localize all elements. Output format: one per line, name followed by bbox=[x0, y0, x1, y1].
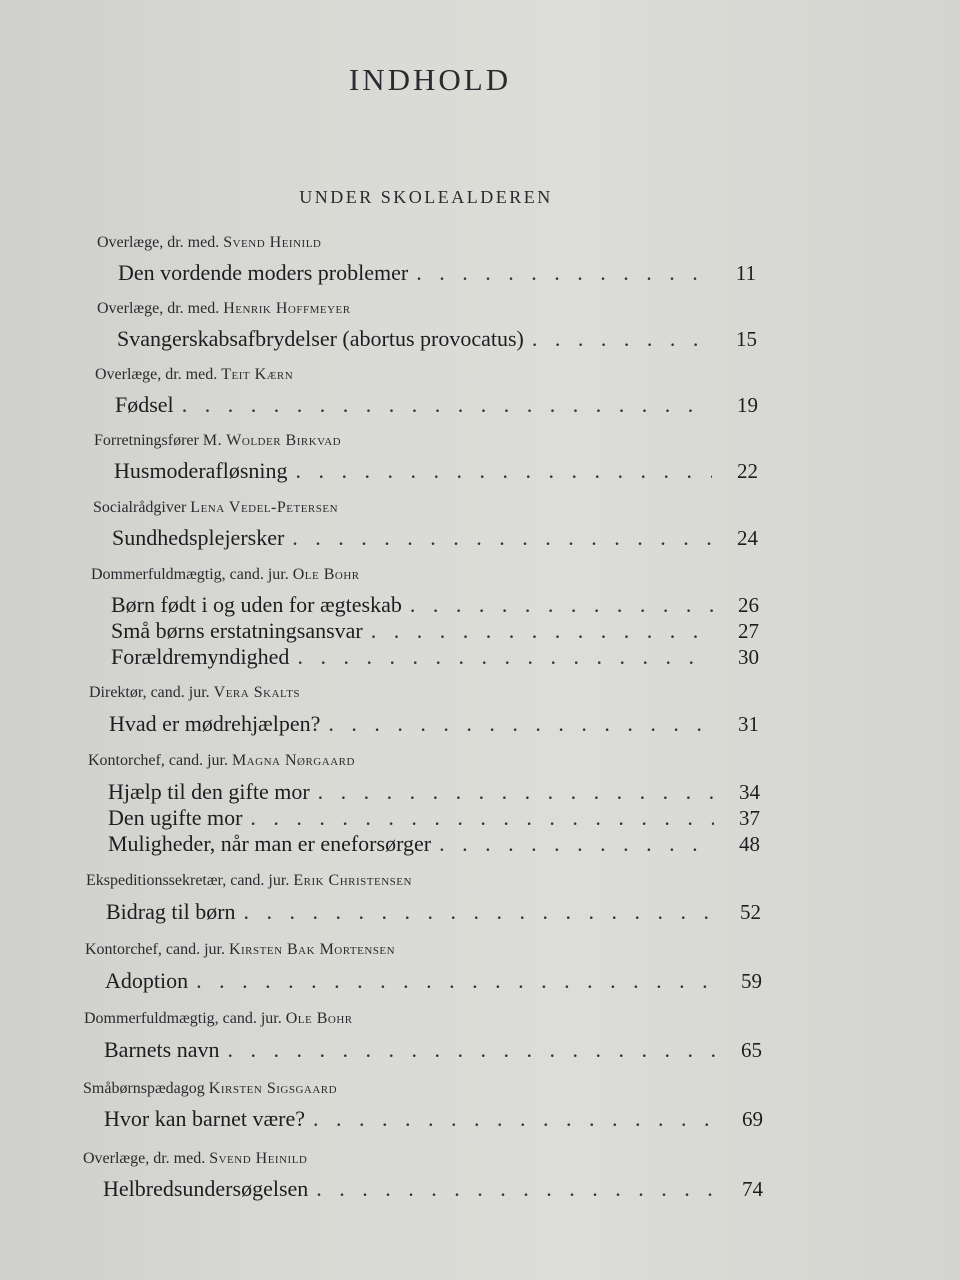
entry-page: 26 bbox=[738, 593, 759, 617]
toc-entry[interactable] bbox=[108, 805, 760, 831]
entry-page: 24 bbox=[737, 526, 758, 550]
author-line bbox=[91, 566, 360, 584]
author-role: Overlæge, dr. med. bbox=[97, 300, 220, 317]
toc-entry[interactable] bbox=[111, 618, 759, 644]
toc-entry[interactable] bbox=[105, 968, 762, 994]
author-name: Magna Nørgaard bbox=[231, 752, 355, 769]
toc-entry[interactable] bbox=[111, 644, 759, 670]
dot-leader bbox=[296, 458, 712, 484]
entry-page: 19 bbox=[737, 393, 758, 417]
entry-page: 37 bbox=[739, 806, 760, 830]
author-role: Overlæge, dr. med. bbox=[97, 234, 220, 251]
author-role: Direktør, cand. jur. bbox=[89, 684, 210, 701]
toc-entry[interactable] bbox=[117, 326, 757, 352]
entry-page: 65 bbox=[741, 1038, 762, 1062]
entry-page: 27 bbox=[738, 619, 759, 643]
entry-page: 22 bbox=[737, 459, 758, 483]
author-name: Erik Christensen bbox=[293, 872, 412, 889]
author-name: Kirsten Sigsgaard bbox=[208, 1080, 338, 1097]
author-line bbox=[94, 432, 341, 450]
entry-title: Den vordende moders problemer bbox=[118, 260, 409, 285]
entry-page: 30 bbox=[738, 645, 759, 669]
dot-leader bbox=[316, 1176, 717, 1202]
author-line bbox=[84, 1010, 353, 1028]
author-role: Overlæge, dr. med. bbox=[95, 366, 218, 383]
dot-leader bbox=[227, 1037, 716, 1063]
dot-leader bbox=[416, 260, 710, 286]
author-name: Lena Vedel-Petersen bbox=[190, 499, 339, 516]
dot-leader bbox=[244, 899, 715, 925]
dot-leader bbox=[371, 618, 713, 644]
author-name: Henrik Hoffmeyer bbox=[223, 300, 351, 317]
author-name: Svend Heinild bbox=[209, 1150, 308, 1167]
toc-entry[interactable] bbox=[103, 1176, 763, 1202]
entry-page: 74 bbox=[742, 1177, 763, 1201]
author-role: Forretningsfører bbox=[94, 432, 199, 449]
entry-title: Små børns erstatningsansvar bbox=[111, 618, 363, 643]
author-name: Teit Kærn bbox=[221, 366, 294, 383]
entry-page: 31 bbox=[738, 712, 759, 736]
author-line bbox=[83, 1080, 337, 1098]
dot-leader bbox=[328, 711, 713, 737]
author-role: Dommerfuldmægtig, cand. jur. bbox=[84, 1010, 282, 1027]
author-role: Ekspeditionssekretær, cand. jur. bbox=[86, 872, 290, 889]
toc-entry[interactable] bbox=[118, 260, 756, 286]
toc-entry[interactable] bbox=[111, 592, 759, 618]
author-role: Dommerfuldmægtig, cand. jur. bbox=[91, 566, 289, 583]
toc-entry[interactable] bbox=[104, 1106, 763, 1132]
author-role: Kontorchef, cand. jur. bbox=[88, 752, 228, 769]
entry-title: Adoption bbox=[105, 968, 189, 993]
entry-title: Svangerskabsafbrydelser (abortus provocatus) bbox=[117, 326, 524, 351]
section-heading: UNDER SKOLEALDEREN bbox=[299, 187, 553, 207]
entry-title: Helbredsundersøgelsen bbox=[103, 1176, 309, 1201]
author-line bbox=[83, 1150, 307, 1168]
dot-leader bbox=[410, 592, 713, 618]
entry-page: 34 bbox=[739, 780, 760, 804]
dot-leader bbox=[297, 644, 713, 670]
toc-entry[interactable] bbox=[104, 1037, 762, 1063]
author-role: Kontorchef, cand. jur. bbox=[85, 941, 225, 958]
entry-page: 48 bbox=[739, 832, 760, 856]
dot-leader bbox=[318, 779, 714, 805]
author-role: Socialrådgiver bbox=[93, 499, 187, 516]
entry-title: Hjælp til den gifte mor bbox=[108, 779, 310, 804]
dot-leader bbox=[196, 968, 716, 994]
author-line bbox=[88, 752, 355, 770]
author-role: Småbørnspædagog bbox=[83, 1080, 205, 1097]
entry-page: 59 bbox=[741, 969, 762, 993]
entry-title: Hvor kan barnet være? bbox=[104, 1106, 305, 1131]
toc-entry[interactable] bbox=[106, 899, 761, 925]
entry-title: Husmoderafløsning bbox=[114, 458, 288, 483]
dot-leader bbox=[532, 326, 711, 352]
entry-title: Muligheder, når man er eneforsørger bbox=[108, 831, 432, 856]
entry-page: 15 bbox=[736, 327, 757, 351]
page-title: INDHOLD bbox=[348, 62, 512, 97]
entry-title: Sundhedsplejersker bbox=[112, 525, 285, 550]
entry-title: Hvad er mødrehjælpen? bbox=[109, 711, 321, 736]
dot-leader bbox=[313, 1106, 717, 1132]
entry-title: Barnets navn bbox=[104, 1037, 220, 1062]
dot-leader bbox=[250, 805, 714, 831]
author-name: M. Wolder Birkvad bbox=[202, 432, 342, 449]
author-line bbox=[95, 366, 293, 384]
author-line bbox=[89, 684, 300, 702]
toc-entry[interactable] bbox=[112, 525, 758, 551]
dot-leader bbox=[439, 831, 714, 857]
author-name: Vera Skalts bbox=[213, 684, 301, 701]
entry-title: Bidrag til børn bbox=[106, 899, 236, 924]
entry-page: 11 bbox=[735, 261, 756, 285]
entry-page: 69 bbox=[742, 1107, 763, 1131]
author-role: Overlæge, dr. med. bbox=[83, 1150, 206, 1167]
toc-entry[interactable] bbox=[115, 392, 758, 418]
author-name: Ole Bohr bbox=[292, 566, 360, 583]
author-line bbox=[97, 234, 321, 252]
entry-title: Forældremyndighed bbox=[111, 644, 290, 669]
toc-entry[interactable] bbox=[108, 831, 760, 857]
author-line bbox=[97, 300, 351, 318]
author-line bbox=[85, 941, 395, 959]
entry-title: Fødsel bbox=[115, 392, 174, 417]
author-line bbox=[93, 499, 338, 517]
author-line bbox=[86, 872, 412, 890]
author-name: Ole Bohr bbox=[285, 1010, 353, 1027]
toc-entry[interactable] bbox=[109, 711, 759, 737]
entry-title: Børn født i og uden for ægteskab bbox=[111, 592, 402, 617]
toc-entry[interactable] bbox=[114, 458, 758, 484]
dot-leader bbox=[292, 525, 712, 551]
entry-page: 52 bbox=[740, 900, 761, 924]
toc-entry[interactable] bbox=[108, 779, 760, 805]
dot-leader bbox=[182, 392, 712, 418]
author-name: Kirsten Bak Mortensen bbox=[228, 941, 396, 958]
author-name: Svend Heinild bbox=[223, 234, 322, 251]
entry-title: Den ugifte mor bbox=[108, 805, 243, 830]
